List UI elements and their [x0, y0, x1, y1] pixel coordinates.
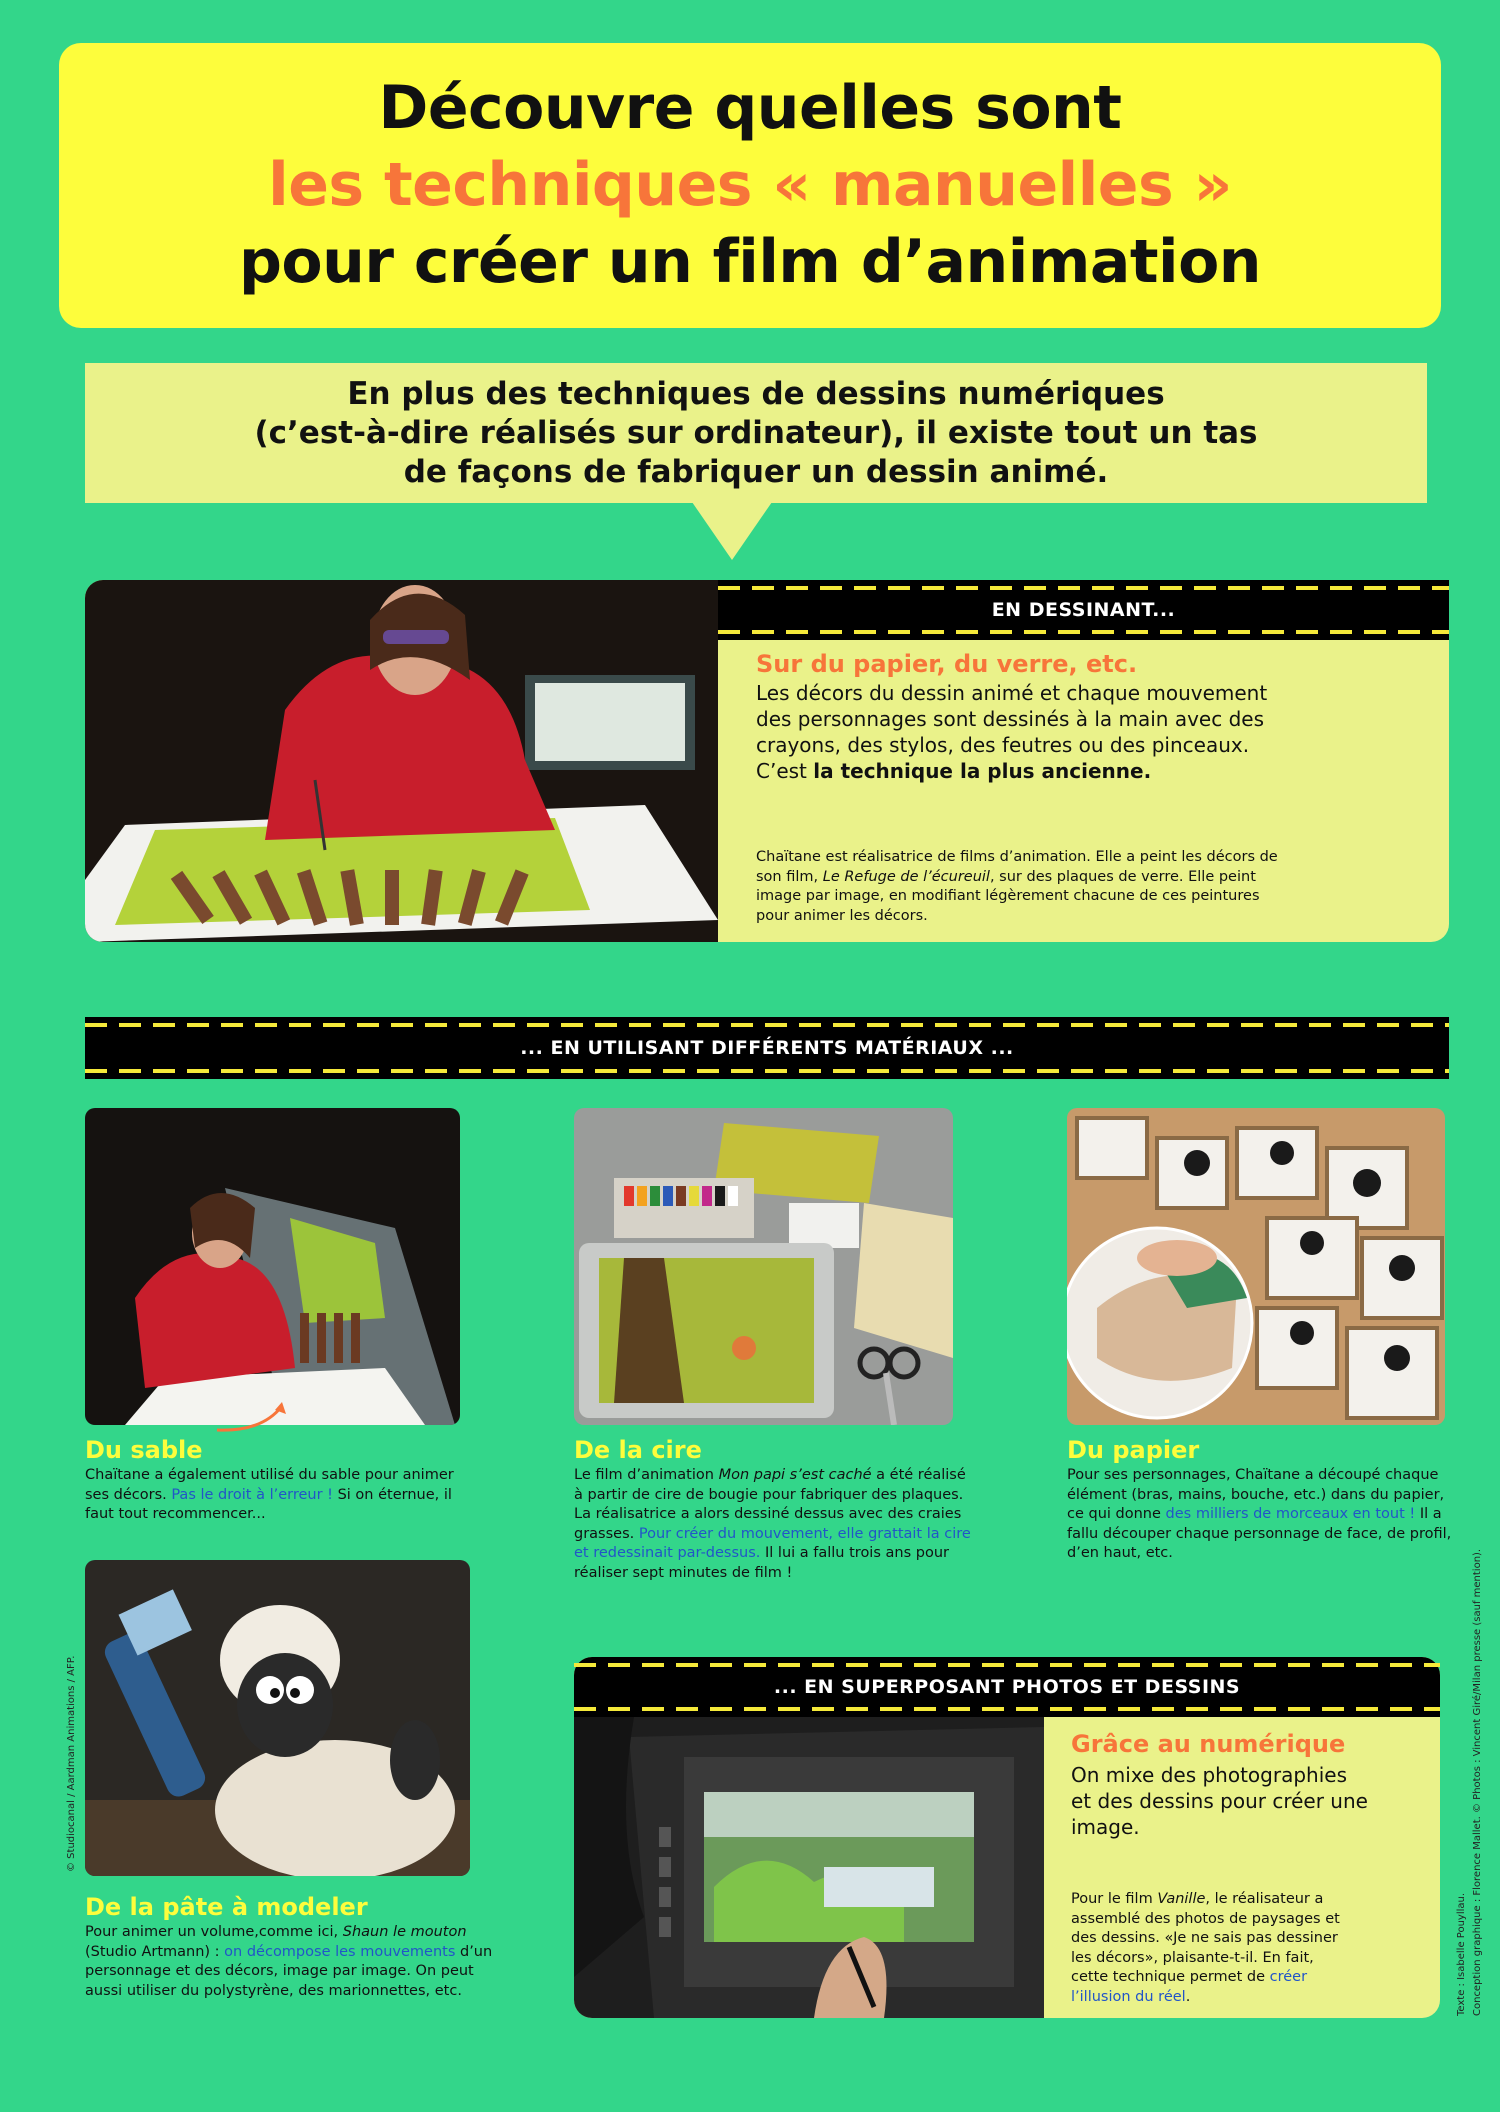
sand-text-highlight: Pas le droit à l’erreur !: [171, 1486, 333, 1503]
drawing-band-label: EN DESSINANT...: [991, 599, 1176, 621]
credit-right-line-2: Conception graphique : Florence Mallet. © Photos : Vincent Giré/Milan presse (sauf mention).: [1472, 1548, 1483, 2016]
drawing-body-text: Les décors du dessin animé et chaque mouvement des personnages sont dessinés à la main avec des crayons, des stylos, des feutres ou des pinceaux. C’est: [756, 681, 1268, 783]
paper-heading: Du papier: [1067, 1436, 1200, 1464]
wax-text-2: a été réalisé à partir de cire de bougie pour fabriquer des plaques. La réalisatrice a alors dessiné dessus avec des craies grasses.: [574, 1467, 966, 1542]
paper-text-2: Il a fallu découper chaque personnage de face, de profil, d’en haut, etc.: [1067, 1506, 1452, 1561]
drawing-photo: [85, 580, 718, 942]
digital-band-label: ... EN SUPERPOSANT PHOTOS ET DESSINS: [773, 1676, 1241, 1698]
paper-text-highlight: des milliers de morceaux en tout !: [1165, 1506, 1416, 1522]
title-banner: [59, 43, 1441, 328]
sand-text-1: Chaïtane a également utilisé du sable pour animer ses décors.: [85, 1467, 454, 1503]
paper-cutouts-image: [1067, 1108, 1445, 1425]
sand-photo: [85, 1108, 460, 1425]
sand-text: [85, 1466, 470, 1525]
digital-photo: [574, 1717, 1044, 2018]
sand-animation-image: [85, 1108, 460, 1425]
paper-photo: [1067, 1108, 1445, 1425]
painter-at-lightbox-image: [85, 580, 718, 942]
drawing-band: [718, 580, 1449, 640]
clay-text-highlight: on décompose les mouvements: [224, 1943, 456, 1960]
intro-bubble-pointer: [692, 502, 772, 560]
materials-band: [85, 1017, 1449, 1079]
wax-heading: De la cire: [574, 1436, 702, 1464]
digital-caption-text-3: .: [1185, 1988, 1191, 2005]
wax-photo: [574, 1108, 953, 1425]
digital-caption-highlight: créer l’illusion du réel: [1071, 1969, 1308, 2005]
sand-text-2: Si on éternue, il faut tout recommencer...: [85, 1486, 452, 1522]
digital-band: [574, 1657, 1440, 1717]
digital-caption-film-title: Vanille: [1157, 1891, 1206, 1907]
sand-arrow-icon: [212, 1400, 292, 1440]
paper-text: [1067, 1466, 1452, 1564]
drawing-caption: [756, 848, 1296, 926]
materials-band-label: ... EN UTILISANT DIFFÉRENTS MATÉRIAUX ...: [520, 1037, 1014, 1059]
digital-caption: [1071, 1890, 1341, 2007]
digital-body: On mixe des photographies et des dessins pour créer une image.: [1071, 1763, 1368, 1839]
clay-text-2: (Studio Artmann) :: [85, 1943, 225, 1960]
shaun-the-sheep-image: [85, 1560, 470, 1876]
clay-text-1: Pour animer un volume,comme ici,: [85, 1924, 343, 1940]
intro-bubble: [85, 363, 1427, 503]
intro-line-1: En plus des techniques de dessins numériques: [347, 375, 1165, 412]
credit-right-line-1: Texte : Isabelle Pouyllau.: [1456, 1892, 1467, 2016]
digital-caption-text-2: , le réalisateur a assemblé des photos de paysages et des dessins. «Je ne sais pas dessiner les décors», plaisante-t-il. En fait, cette technique permet de: [1071, 1891, 1340, 1985]
title-line-2: les techniques « manuelles »: [268, 150, 1232, 220]
drawing-heading: Sur du papier, du verre, etc.: [756, 650, 1138, 678]
drawing-caption-text-1: Chaïtane est réalisatrice de films d’animation. Elle a peint les décors de son film,: [756, 849, 1278, 885]
clay-photo: [85, 1560, 470, 1876]
drawing-caption-film-title: Le Refuge de l’écureuil: [822, 868, 990, 885]
wax-plates-image: [574, 1108, 953, 1425]
digital-caption-text-1: Pour le film: [1071, 1891, 1158, 1907]
drawing-body-bold: la technique la plus ancienne.: [813, 759, 1152, 783]
sand-heading: Du sable: [85, 1436, 203, 1464]
wax-text: [574, 1466, 979, 1583]
photo-credit-left: © Studiocanal / Aardman Animations / AFP.: [66, 1655, 77, 1872]
title-line-3: pour créer un film d’animation: [238, 227, 1262, 297]
clay-heading: De la pâte à modeler: [85, 1893, 368, 1921]
drawing-body: [756, 680, 1276, 784]
title-line-1: Découvre quelles sont: [378, 73, 1122, 143]
digital-heading: Grâce au numérique: [1071, 1730, 1346, 1758]
drawing-caption-text-2: , sur des plaques de verre. Elle peint image par image, en modifiant légèrement chacune de ces peintures pour animer les décors.: [756, 868, 1260, 924]
wax-text-film-title: Mon papi s’est caché: [718, 1467, 872, 1483]
paper-text-1: Pour ses personnages, Chaïtane a découpé chaque élément (bras, mains, bouche, etc.) dans du papier, ce qui donne: [1067, 1467, 1445, 1522]
clay-text-3: d’un personnage et des décors, image par image. On peut aussi utiliser du polystyrène, des marionnettes, etc.: [85, 1943, 493, 1999]
wax-text-3: Il lui a fallu trois ans pour réaliser sept minutes de film !: [574, 1545, 949, 1581]
clay-text: [85, 1923, 515, 2001]
intro-line-2: (c’est-à-dire réalisés sur ordinateur), il existe tout un tas: [254, 414, 1258, 451]
drawing-tablet-image: [574, 1717, 1044, 2018]
wax-text-highlight: Pour créer du mouvement, elle grattait la cire et redessinait par-dessus.: [574, 1525, 971, 1561]
intro-line-3: de façons de fabriquer un dessin animé.: [403, 453, 1109, 490]
wax-text-1: Le film d’animation: [574, 1467, 719, 1483]
clay-text-film-title: Shaun le mouton: [342, 1924, 467, 1940]
